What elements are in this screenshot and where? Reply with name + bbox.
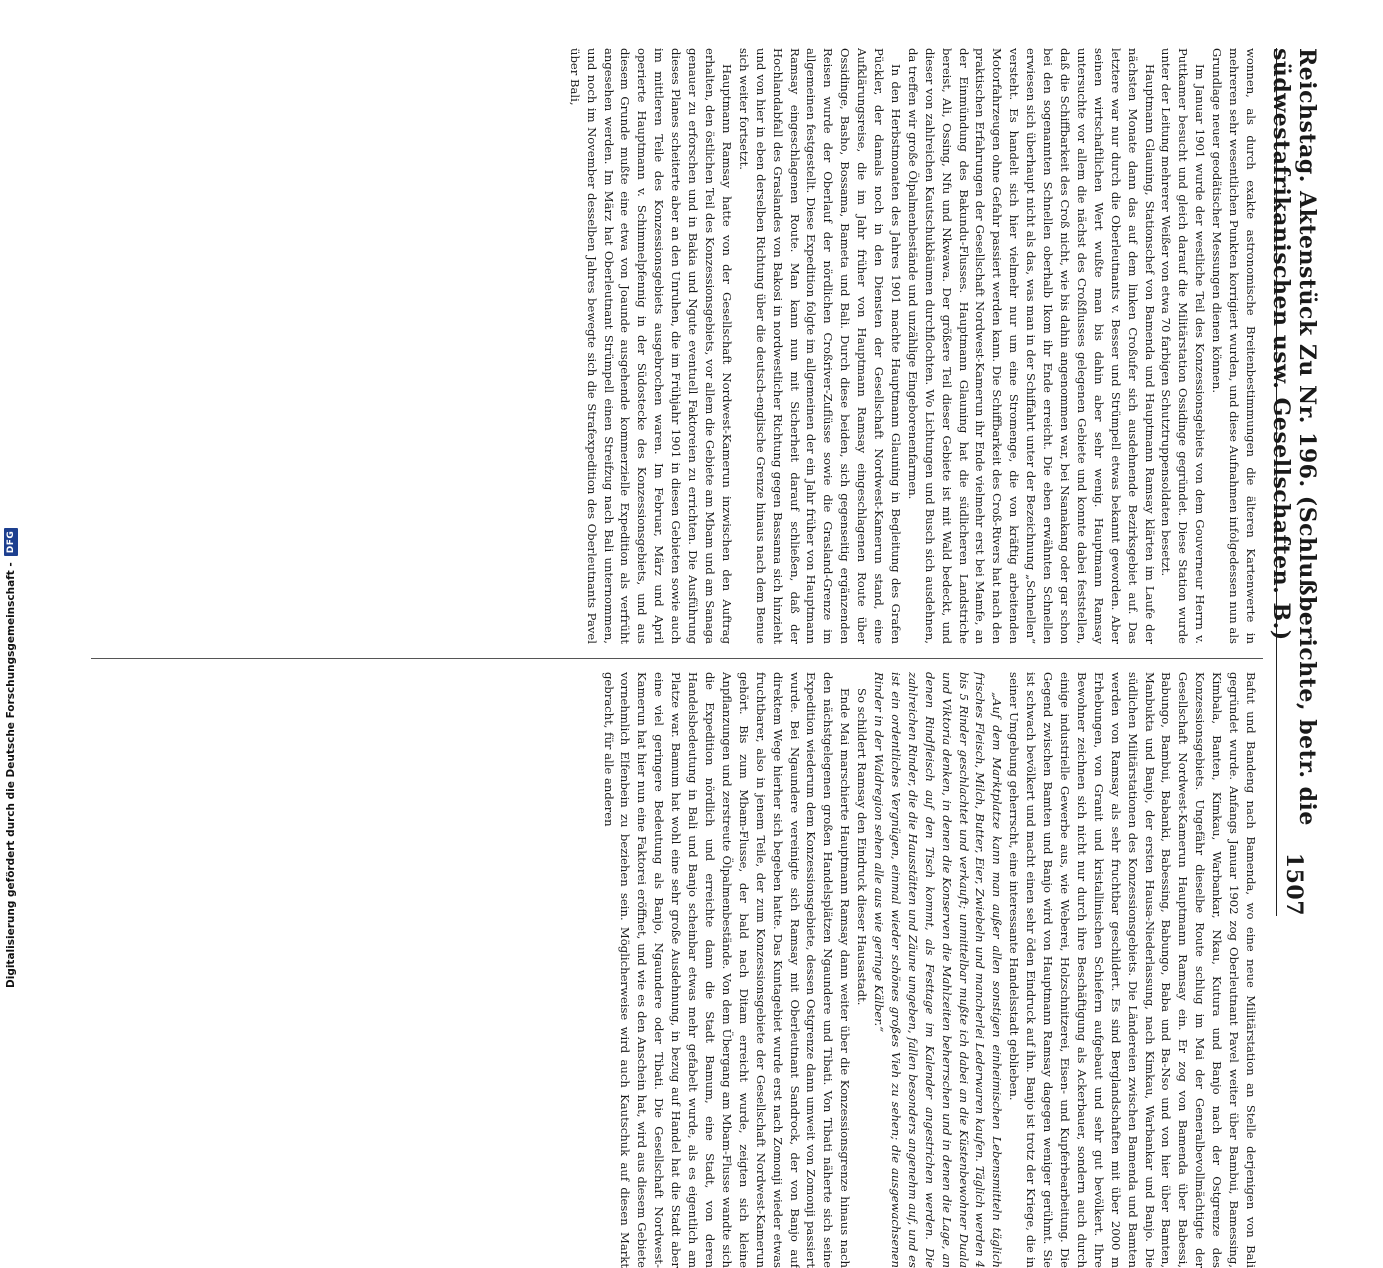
header-title: Reichstag. Aktenstück Zu Nr. 196. (Schlußberichte, betr. die südwestafrikanischen usw. Gesellschaften. B.) — [1268, 48, 1320, 826]
scanned-page — [91, 48, 1320, 1268]
paragraph: wonnen, als durch exakte astronomische Breitenbestimmungen die älteren Kartenwerte in mehreren sehr wesentlichen Punkten korrigiert wurden, und diese Aufnahmen infolgedessen nun als Grundlage neuer geodätischer Messungen dienen können. — [1210, 48, 1258, 644]
paragraph: Ende Mai marschierte Hauptmann Ramsay dann weiter über die Konzessionsgrenze hinaus nach den nächstgelegenen großen Handelsplätzen Ngaundere und Tibati. Von Tibati näherte sich seine Expedition wiederum dem Konzessionsgebiete, dessen Ostgrenze dann umweit von Zomonji passiert wurde. Bei Ngaundere vereinigte sich Ramsay mit Oberleutnant Sandrock, der von Banjo auf direktem Wege hierher sich begeben hatte. Das Kuntagebiet wurde erst nach Zomonji wieder etwas fruchtbarer, also in jenem Teile, der zum Konzessionsgebiete der Gesellschaft Nordwest-Kamerun gehört. Bis zum Mbam-Flusse, der bald nach Ditam erreicht wurde, zeigten sich kleine Anpflanzungen und zerstreute Ölpalmenbestände. Von dem Übergang am Mbam-Flusse wandte sich die Expedition nördlich und erreichte dann die Stadt Bamum, eine Stadt, von deren Handelsbedeutung in Bali und Banjo scheinbar etwas mehr gefabelt wurde, als es eigentlich am Platze war. Bamum hat wohl eine sehr große Ausdehnung, in bezug auf Handel hat die Stadt aber eine viel geringere Bedeutung als Banjo, Ngaundere oder Tibati. Die Gesellschaft Nordwest-Kamerun hat hier nun eine Faktorei eröffnet, und wie es den Anschein hat, wird aus diesem Gebiete vornehmlich Elfenbein zu beziehen sein. Möglicherweise wird auch Kautschuk auf diesen Markt gebracht, für alle anderen — [601, 672, 853, 1268]
paragraph: Hauptmann Glauning, Stationschef von Bamenda und Hauptmann Ramsay klärten im Laufe der nächsten Monate dann das auf dem linken Croßufer sich ausdehnende Bezirksgebiet auf. Das letztere war nur durch die Oberleutnants v. Besser und Strümpell etwas bekannt geworden. Aber seinen wirtschaftlichen Wert wußte man bis dahin aber sehr wenig. Hauptmann Ramsay untersuchte vor allem die nächst des Croßflusses gelegenen Gebiete und konnte dabei feststellen, daß die Schiffbarkeit des Croß nicht, wie bis dahin angenommen war, bei Nsanakang oder gar schon bei den sogenannten Schnellen oberhalb Ikom ihr Ende erreicht. Die eben erwähnten Schnellen erwiesen sich überhaupt nicht als das, was man in der Schiffahrt unter der Bezeichnung „Schnellen“ versteht. Es handelt sich hier vielmehr nur um eine Stromenge, die von kräftig arbeitenden Motorfahrzeugen ohne Gefahr passiert werden kann. Die Schiffbarkeit des Croß-Rivers hat nach den praktischen Erfahrungen der Gesellschaft Nordwest-Kamerun ihr Ende vielmehr erst bei Mamfe, an der Einmündung des Bakundu-Flusses. Hauptmann Glauning hat die südlicheren Landstriche bereist, Ali, Ossing, Nfu und Nkwawa. Der größere Teil dieser Gebiete ist mit Wald bedeckt, und dieser von zahlreichen Kautschukbäumen durchflochten. Wo Lichtungen und Busch sich ausdehnen, da treffen wir große Ölpalmenbestände und unzählige Eingeborenenfarmen. — [905, 48, 1157, 644]
text-column-left — [91, 48, 1259, 644]
column-divider — [91, 658, 1263, 659]
paragraph: Im Januar 1901 wurde der westliche Teil des Konzessionsgebiets von dem Gouverneur Herrn v. Puttkamer besucht und gleich darauf die Militärstation Ossidinge gegründet. Diese Station wurde unter der Leitung mehrerer Weißer von etwa 70 farbigen Schutztruppensoldaten besetzt. — [1159, 48, 1208, 644]
page-number: 1507 — [1281, 852, 1307, 916]
paragraph: In den Herbstmonaten des Jahres 1901 machte Hauptmann Glauning in Begleitung des Grafen Pückler, der damals noch in den Diensten der Gesellschaft Nordwest-Kamerun stand, eine Aufklärungsreise, die im Jahr früher von Hauptmann Ramsay eingeschlagenen Route über Ossidinge, Basho, Bossama, Bameta und Bali. Durch diese beiden, sich gegenseitig ergänzenden Reisen wurde der Oberlauf der nördlichen Croßriver-Zuflüsse sowie die Grasland-Grenze im allgemeinen festgestellt. Diese Expedition folgte im allgemeinen der ein Jahr früher von Hauptmann Ramsay eingeschlagenen Route. Man kann nun mit Sicherheit darauf schließen, daß der Hochlandabfall des Graslandes von Bakosi in nordwestlicher Richtung gegen Bassama sich hinzieht und von hier in eben derselben Richtung über die deutsch-englische Grenze hinaus nach dem Benue sich weiter fortsetzt. — [736, 48, 903, 644]
paragraph: So schildert Ramsay den Eindruck dieser Hausastadt. — [855, 688, 870, 1006]
paragraph: Hauptmann Ramsay hatte von der Gesellschaft Nordwest-Kamerun inzwischen den Auftrag erhalten, den östlichen Teil des Konzessionsgebiets, vor allem die Gebiete am Mbam und am Sanaga genauer zu erforschen und in Bakia und Ngute eventuell Faktoreien zu errichten. Die Ausführung dieses Planes scheiterte aber an den Unruhen, die im Frühjahr 1901 in diesen Gebieten sowie auch im mittleren Teile des Konzessionsgebiets ausgebrochen waren. Im Februar, März und April operierte Hauptmann v. Schimmelpfennig in der Südostecke des Konzessionsgebiets, und aus diesem Grunde mußte eine etwa von Joaunde ausgehende kommerzielle Expedition als verfrüht angesehen werden. Im März hat Oberleutnant Strümpell einen Streifzug nach Bali unternommen, und noch im November desselben Jahres bewegte sich die Strafexpedition des Oberleutnants Pavel über Bali, — [567, 48, 734, 644]
footer-credit-text: Digitalisierung gefördert durch die Deutsche Forschungsgemeinschaft - — [5, 562, 17, 988]
digitization-footer — [0, 530, 22, 988]
paragraph: Bafut und Bandeng nach Bamenda, wo eine neue Militärstation an Stelle derjenigen von Bali gegründet wurde. Anfangs Januar 1902 zog Oberleutnant Pavel weiter über Bambui, Bamessing, Kimbala, Banten, Kimkau, Warbankar, Nkau, Kutura und Banjo nach der Ostgrenze des Konzessionsgebiets. Ungefähr dieselbe Route schlug im Mai der Generalbevollmächtigte der Gesellschaft Nordwest-Kamerun Hauptmann Ramsay ein. Er zog von Bamenda über Babessi, Babungo, Bambui, Babanki, Babessing, Babungo, Baba und Ba-Nso und von hier über Bamten, Manbukta und Banjo, der ersten Hausa-Niederlassung, nach Kimkau, Warbankar und Banjo. Die südlichen Militärstationen des Konzessionsgebiets. Die Ländereien zwischen Bamenda und Bamten werden von Ramsay als sehr fruchtbar geschildert. Es sind Berglandschaften mit über 2000 m Erhebungen, von Granit und kristallinischen Schiefern aufgebaut und sehr gut bevölkert. Ihre Bewohner zeichnen sich nicht nur durch ihre Beschäftigung als Ackerbauer, sondern auch durch einige industrielle Gewerbe aus, wie Weberei, Holzschnitzerei, Eisen- und Kupferbearbeitung. Die Gegend zwischen Bamten und Banjo wird von Hauptmann Ramsay dagegen weniger gerühmt. Sie ist schwach bevölkert und macht einen sehr öden Eindruck auf ihn. Banjo ist trotz der Kriege, die in seiner Umgebung geherrscht, eine interessante Handelsstadt geblieben. — [1007, 672, 1258, 1268]
page-header — [1268, 48, 1320, 916]
quoted-paragraph: „Auf dem Marktplatze kann man außer allen sonstigen einheimischen Lebensmitteln täglich frisches Fleisch, Milch, Butter, Eier, Zwiebeln und mancherlei Lederwaren kaufen. Täglich werden 4 bis 5 Rinder geschlachtet und verkauft; unmittelbar mußte ich dabei an die Küstenbewohner Duala und Viktoria denken, in denen die Konserven die Mahlzeiten beherrschen und in denen die Lage, an denen Rindfleisch auf den Tisch kommt, als Festtage im Kalender angestrichen werden. Die zahlreichen Rinder, die die Hausstätten und Zäune umgeben, fallen besonders angenehm auf, und es ist ein ordentliches Vergnügen, einmal wieder schönes großes Vieh zu sehen; die ausgewachsenen Rinder in der Waldregion sehen alle aus wie geringe Kälber.“ — [872, 672, 1005, 1268]
dfg-logo: DFG — [4, 528, 18, 557]
text-column-right — [91, 672, 1259, 1268]
